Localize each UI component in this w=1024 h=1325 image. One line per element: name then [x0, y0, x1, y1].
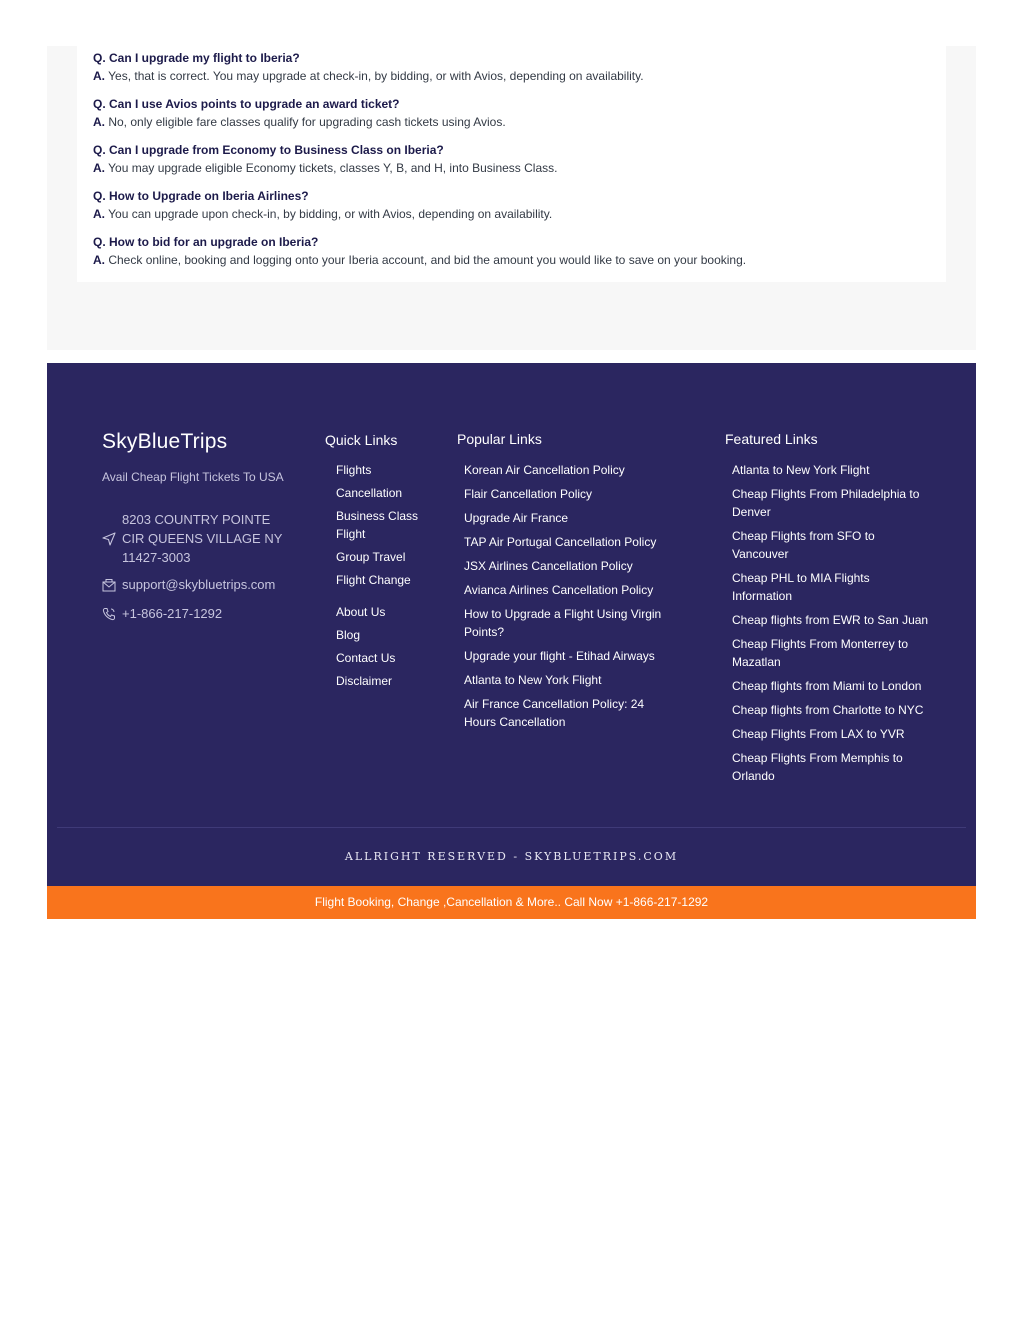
featured-link[interactable]: Cheap PHL to MIA Flights Information	[732, 571, 870, 603]
faq-item	[93, 95, 933, 131]
answer-text: No, only eligible fare classes qualify for upgrading cash tickets using Avios.	[108, 115, 506, 129]
faq-answer	[93, 205, 933, 223]
footer-divider	[57, 827, 966, 828]
answer-text: Yes, that is correct. You may upgrade at check-in, by bidding, or with Avios, depending on availability.	[108, 69, 644, 83]
email-link[interactable]: support@skybluetrips.com	[122, 577, 276, 592]
footer-link-flights[interactable]: Flights	[336, 463, 372, 477]
faq-question: Q. How to Upgrade on Iberia Airlines?	[93, 189, 309, 203]
popular-link[interactable]: Upgrade your flight - Etihad Airways	[464, 649, 655, 663]
footer-tagline: Avail Cheap Flight Tickets To USA	[102, 470, 284, 484]
footer-link-contact-us[interactable]: Contact Us	[336, 651, 396, 665]
mail-icon	[102, 578, 116, 592]
footer-link-about-us[interactable]: About Us	[336, 605, 386, 619]
footer-link-blog[interactable]: Blog	[336, 628, 361, 642]
footer-brand-logo[interactable]: SkyBlueTrips	[102, 430, 228, 453]
faq-question: Q. How to bid for an upgrade on Iberia?	[93, 235, 319, 249]
popular-link[interactable]: Flair Cancellation Policy	[464, 487, 593, 501]
popular-link[interactable]: Avianca Airlines Cancellation Policy	[464, 583, 654, 597]
answer-text: You may upgrade eligible Economy tickets, classes Y, B, and H, into Business Class.	[108, 161, 558, 175]
footer-link-group-travel[interactable]: Group Travel	[336, 550, 406, 564]
faq-question: Q. Can I upgrade from Economy to Business Class on Iberia?	[93, 143, 444, 157]
faq-answer	[93, 159, 933, 177]
quick-links-list	[336, 461, 436, 695]
popular-link[interactable]: TAP Air Portugal Cancellation Policy	[464, 535, 657, 549]
footer-phone[interactable]	[102, 606, 222, 621]
address-text: 8203 COUNTRY POINTE CIR QUEENS VILLAGE NY 11427-3003	[122, 512, 283, 565]
site-footer	[47, 363, 976, 886]
location-arrow-icon	[102, 532, 116, 546]
faq-item	[93, 233, 933, 269]
featured-link[interactable]: Cheap Flights From LAX to YVR	[732, 727, 905, 741]
featured-link[interactable]: Cheap Flights from SFO to Vancouver	[732, 529, 875, 561]
answer-prefix: A.	[93, 69, 105, 83]
popular-link[interactable]: Upgrade Air France	[464, 511, 569, 525]
footer-link-cancellation[interactable]: Cancellation	[336, 486, 403, 500]
popular-link[interactable]: Air France Cancellation Policy: 24 Hours Cancellation	[464, 697, 645, 729]
featured-link[interactable]: Cheap Flights From Philadelphia to Denver	[732, 487, 920, 519]
copyright-text: ALLRIGHT RESERVED - SKYBLUETRIPS.COM	[344, 850, 679, 863]
faq-question: Q. Can I upgrade my flight to Iberia?	[93, 51, 300, 65]
featured-link[interactable]: Cheap flights from Miami to London	[732, 679, 922, 693]
call-now-banner[interactable]: Flight Booking, Change ,Cancellation & More.. Call Now +1-866-217-1292	[47, 886, 976, 919]
featured-link[interactable]: Cheap Flights From Memphis to Orlando	[732, 751, 903, 783]
phone-link[interactable]: +1-866-217-1292	[122, 606, 223, 621]
quick-links-heading: Quick Links	[325, 432, 398, 448]
answer-text: You can upgrade upon check-in, by bidding, or with Avios, depending on availability.	[108, 207, 553, 221]
faq-list	[93, 49, 933, 279]
answer-prefix: A.	[93, 161, 105, 175]
faq-answer	[93, 113, 933, 131]
popular-link[interactable]: JSX Airlines Cancellation Policy	[464, 559, 633, 573]
popular-links-heading: Popular Links	[457, 431, 542, 447]
faq-question: Q. Can I use Avios points to upgrade an award ticket?	[93, 97, 400, 111]
featured-links-list	[732, 461, 932, 791]
footer-link-business-class[interactable]: Business Class Flight	[336, 509, 419, 541]
popular-link[interactable]: Atlanta to New York Flight	[464, 673, 602, 687]
faq-item	[93, 141, 933, 177]
featured-links-heading: Featured Links	[725, 431, 818, 447]
popular-links-list	[464, 461, 679, 737]
faq-item	[93, 49, 933, 85]
popular-link[interactable]: Korean Air Cancellation Policy	[464, 463, 625, 477]
featured-link[interactable]: Cheap Flights From Monterrey to Mazatlan	[732, 637, 909, 669]
faq-item	[93, 187, 933, 223]
footer-email[interactable]	[102, 577, 275, 592]
footer-link-disclaimer[interactable]: Disclaimer	[336, 674, 393, 688]
featured-link[interactable]: Atlanta to New York Flight	[732, 463, 870, 477]
popular-link[interactable]: How to Upgrade a Flight Using Virgin Points?	[464, 607, 662, 639]
answer-prefix: A.	[93, 253, 105, 267]
answer-text: Check online, booking and logging onto your Iberia account, and bid the amount you would like to save on your booking.	[108, 253, 747, 267]
answer-prefix: A.	[93, 207, 105, 221]
footer-address	[102, 510, 292, 567]
featured-link[interactable]: Cheap flights from Charlotte to NYC	[732, 703, 924, 717]
featured-link[interactable]: Cheap flights from EWR to San Juan	[732, 613, 929, 627]
answer-prefix: A.	[93, 115, 105, 129]
footer-link-flight-change[interactable]: Flight Change	[336, 573, 411, 587]
faq-answer	[93, 67, 933, 85]
faq-answer	[93, 251, 933, 269]
phone-icon	[102, 607, 116, 621]
